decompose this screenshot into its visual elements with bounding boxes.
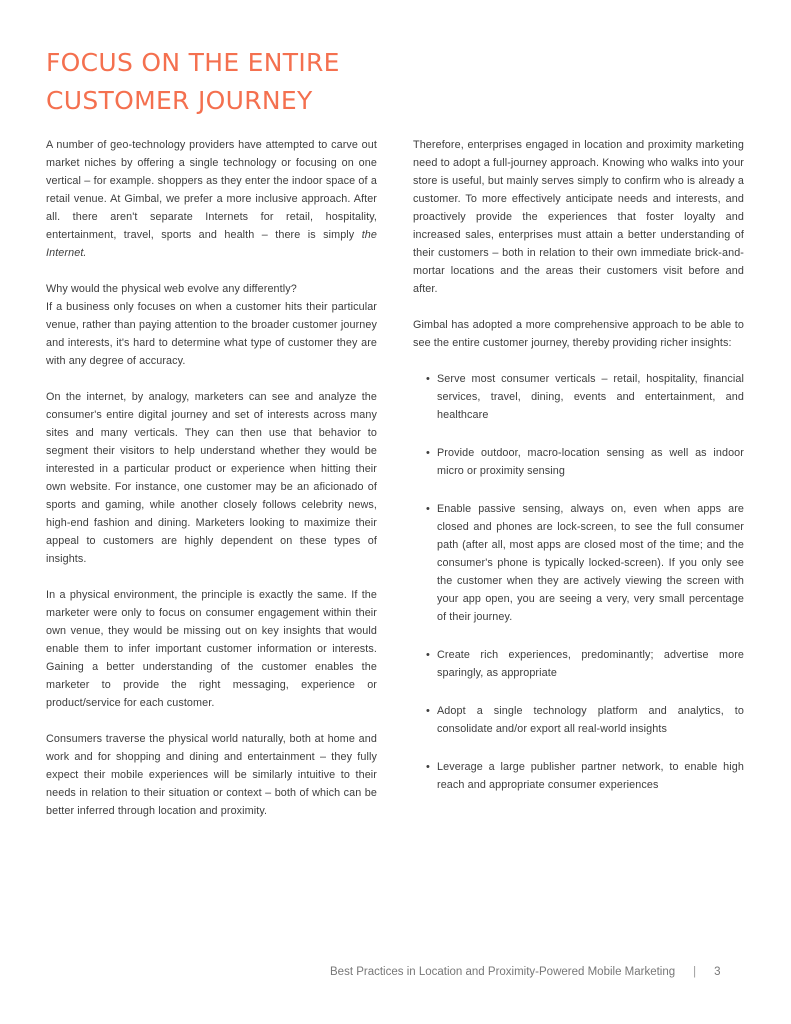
- paragraph: [46, 136, 377, 262]
- bullet-icon: •: [426, 761, 430, 773]
- paragraph: On the internet, by analogy, marketers can see and analyze the consumer's entire digital journey and set of interests across many sites and many verticals. They can then use that behavior to segment their visitors to help understand whether they would be interested in a particular product or experience when hitting their own website. For instance, one customer may be an aficionado of sports and gaming, while another closely follows celebrity news, high-end fashion and dining. Marketers looking to maximize their appeal to customers are highly dependent on these types of insights.: [46, 391, 377, 565]
- footer-separator: |: [693, 966, 697, 978]
- paragraph-text: A number of geo-technology providers have attempted to carve out market niches by offering a single technology or focusing on one vertical – for example. shoppers as they enter the indoor space of a retail venue. At Gimbal, we prefer a more inclusive approach. After all. there aren't separate Internets for retail, hospitality, entertainment, travel, sports and health – there is simply: [46, 139, 377, 241]
- question-text: Why would the physical web evolve any differently?: [46, 283, 297, 295]
- list-item-text: Create rich experiences, predominantly; advertise more sparingly, as appropriate: [437, 649, 744, 679]
- list-item: [413, 702, 744, 738]
- bullet-icon: •: [426, 503, 430, 515]
- left-column: [46, 136, 377, 838]
- paragraph: Gimbal has adopted a more comprehensive approach to be able to see the entire customer journey, thereby providing richer insights:: [413, 319, 744, 349]
- list-item-text: Serve most consumer verticals – retail, hospitality, financial services, travel, dining, events and entertainment, and healthcare: [437, 373, 744, 421]
- list-item-text: Adopt a single technology platform and analytics, to consolidate and/or export all real-world insights: [437, 705, 744, 735]
- bullet-icon: •: [426, 705, 430, 717]
- list-item: [413, 646, 744, 682]
- page-title: [46, 44, 446, 120]
- title-line-1: FOCUS ON THE ENTIRE: [46, 48, 340, 77]
- paragraph: If a business only focuses on when a customer hits their particular venue, rather than paying attention to the broader customer journey and interests, it's hard to determine what type of customer they are with any degree of accuracy.: [46, 301, 377, 367]
- list-item-text: Provide outdoor, macro-location sensing as well as indoor micro or proximity sensing: [437, 447, 744, 477]
- page-footer: [330, 966, 750, 978]
- list-item-text: Leverage a large publisher partner network, to enable high reach and appropriate consumer experiences: [437, 761, 744, 791]
- list-item: [413, 444, 744, 480]
- bullet-icon: •: [426, 447, 430, 459]
- page-number: 3: [714, 966, 721, 978]
- list-item: [413, 758, 744, 794]
- paragraph: [46, 280, 377, 298]
- footer-title: Best Practices in Location and Proximity-Powered Mobile Marketing: [330, 966, 676, 978]
- list-item: [413, 370, 744, 424]
- list-item-text: Enable passive sensing, always on, even when apps are closed and phones are lock-screen, to see the full consumer path (after all, most apps are closed most of the time; and the consumer's phone is typically locked-screen). If you only see the customer when they are actively viewing the screen with your app open, you are seeing a very, very small percentage of their journey.: [437, 503, 744, 623]
- paragraph: Consumers traverse the physical world naturally, both at home and work and for shopping and dining and entertainment – they fully expect their mobile experiences will be similarly intuitive to their needs in relation to their situation or context – both of which can be better inferred through location and proximity.: [46, 733, 377, 817]
- list-item: [413, 500, 744, 626]
- bullet-icon: •: [426, 649, 430, 661]
- emphasis-text: the Internet.: [46, 229, 377, 259]
- paragraph: Therefore, enterprises engaged in location and proximity marketing need to adopt a full-journey approach. Knowing who walks into your store is useful, but mainly serves simply to confirm who is already a customer. To more effectively anticipate needs and interests, and proactively provide the experiences that foster loyalty and increased sales, enterprises must attain a better understanding of their customers – both in relation to their own immediate brick-and-mortar locations and the areas their customers visit before and after.: [413, 139, 744, 295]
- title-line-2: CUSTOMER JOURNEY: [46, 86, 313, 115]
- right-column: [413, 136, 744, 814]
- insights-list: [413, 370, 744, 794]
- paragraph: In a physical environment, the principle is exactly the same. If the marketer were only to focus on consumer engagement within their own venue, they would be missing out on key insights that would enable them to infer important customer information or interests. Gaining a better understanding of the customer enables the marketer to provide the right messaging, experience or product/service for each customer.: [46, 589, 377, 709]
- bullet-icon: •: [426, 373, 430, 385]
